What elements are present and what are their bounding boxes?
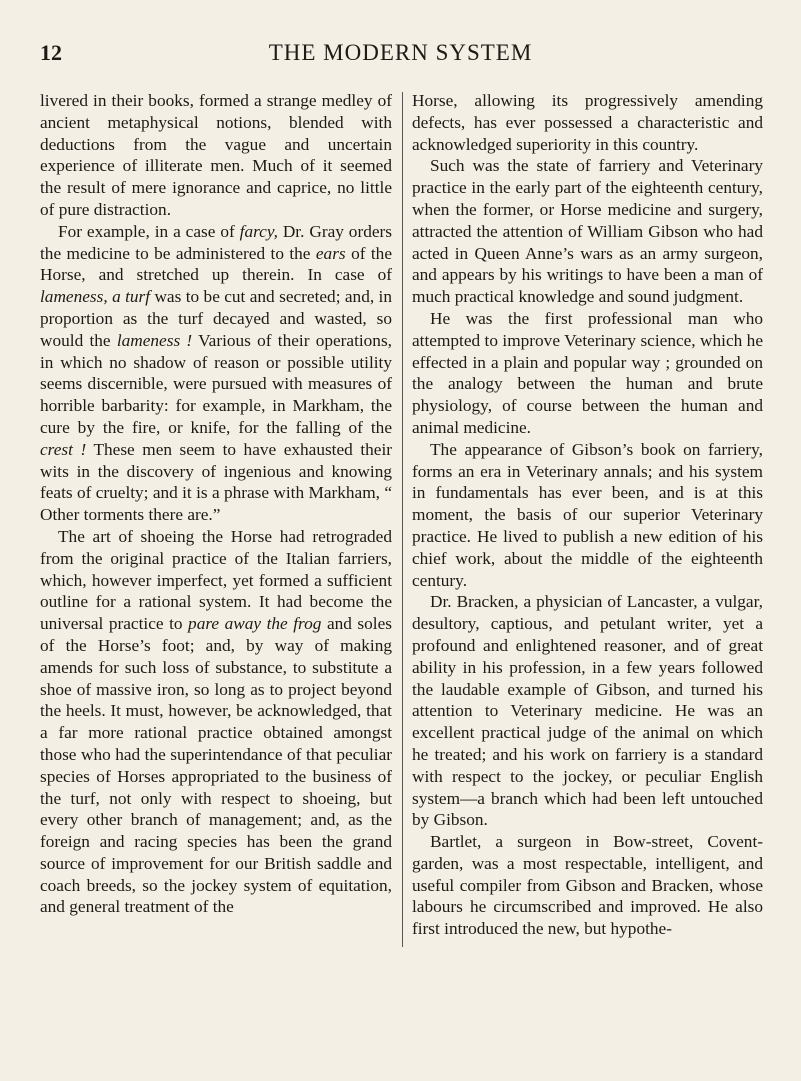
left-column	[40, 90, 392, 918]
right-paragraph-3: He was the first professional man who attempted to improve Veterinary science, which he effected in a plain and popular way ; grounded on the analogy between the human and brute physiology, of course between the human and animal medicine.	[412, 308, 763, 437]
right-paragraph-5: Dr. Bracken, a physician of Lancaster, a vulgar, desultory, captious, and petulant writer, yet a profound and enlightened reasoner, and of great ability in his profession, in a few years followed the laudable example of Gibson, and turned his attention to Veterinary medicine. He was an excellent practical judge of the animal on which he treated; and his work on farriery is a standard with respect to the jockey, or peculiar English system—a branch which had been left untouched by Gibson.	[412, 592, 763, 830]
right-paragraph-2: Such was the state of farriery and Veterinary practice in the early part of the eighteenth century, when the former, or Horse medicine and surgery, attracted the attention of William Gibson who had acted in Queen Anne’s wars as an army surgeon, and appears by his writings to have been a man of much practical knowledge and sound judgment.	[412, 156, 763, 307]
column-divider	[402, 92, 403, 947]
right-column	[412, 90, 763, 940]
right-paragraph-6: Bartlet, a surgeon in Bow-street, Covent-garden, was a most respectable, intelligent, and useful compiler from Gibson and Bracken, whose labours he circumscribed and improved. He also first introduced the new, but hypothe-	[412, 832, 763, 939]
right-paragraph-4: The appearance of Gibson’s book on farriery, forms an era in Veterinary annals; and his system in fundamentals has ever been, and is at this moment, the basis of our superior Veterinary practice. He lived to publish a new edition of his chief work, about the middle of the eighteenth century.	[412, 439, 763, 590]
page-header	[0, 40, 801, 80]
left-paragraph-2: For example, in a case of farcy, Dr. Gray orders the medicine to be administered to the ears of the Horse, and stretched up therein. In case of lameness, a turf was to be cut and secreted; and, in proportion as the turf decayed and wasted, so would the lameness ! Various of their operations, in which no shadow of reason or possible utility seems discernible, were pursued with measures of horrible barbarity: for example, in Markham, the cure by the fire, or knife, for the falling of the crest ! These men seem to have exhausted their wits in the discovery of ingenious and knowing feats of cruelty; and it is a phrase with Markham, “ Other torments there are.”	[40, 221, 392, 525]
right-paragraph-1: Horse, allowing its progressively amending defects, has ever possessed a characteristic and acknowledged superiority in this country.	[412, 91, 763, 154]
left-paragraph-3: The art of shoeing the Horse had retrograded from the original practice of the Italian farriers, which, however imperfect, yet formed a sufficient outline for a rational system. It had become the universal practice to pare away the frog and soles of the Horse’s foot; and, by way of making amends for such loss of substance, to substitute a shoe of massive iron, so long as to project beyond the heels. It must, however, be acknowledged, that a far more rational practice obtained amongst those who had the superintendance of that peculiar species of Horses appropriated to the business of the turf, not only with respect to shoeing, but every other branch of management; and, as the foreign and racing species has been the grand source of improvement for our British saddle and coach breeds, so the jockey system of equitation, and general treatment of the	[40, 526, 392, 917]
left-paragraph-1: livered in their books, formed a strange medley of ancient metaphysical notions, blended with deductions from the vague and uncertain experience of illiterate men. Much of it seemed the result of mere ignorance and caprice, no little of pure distraction.	[40, 91, 392, 219]
page-number: 12	[40, 40, 62, 65]
running-head: THE MODERN SYSTEM	[268, 40, 533, 65]
